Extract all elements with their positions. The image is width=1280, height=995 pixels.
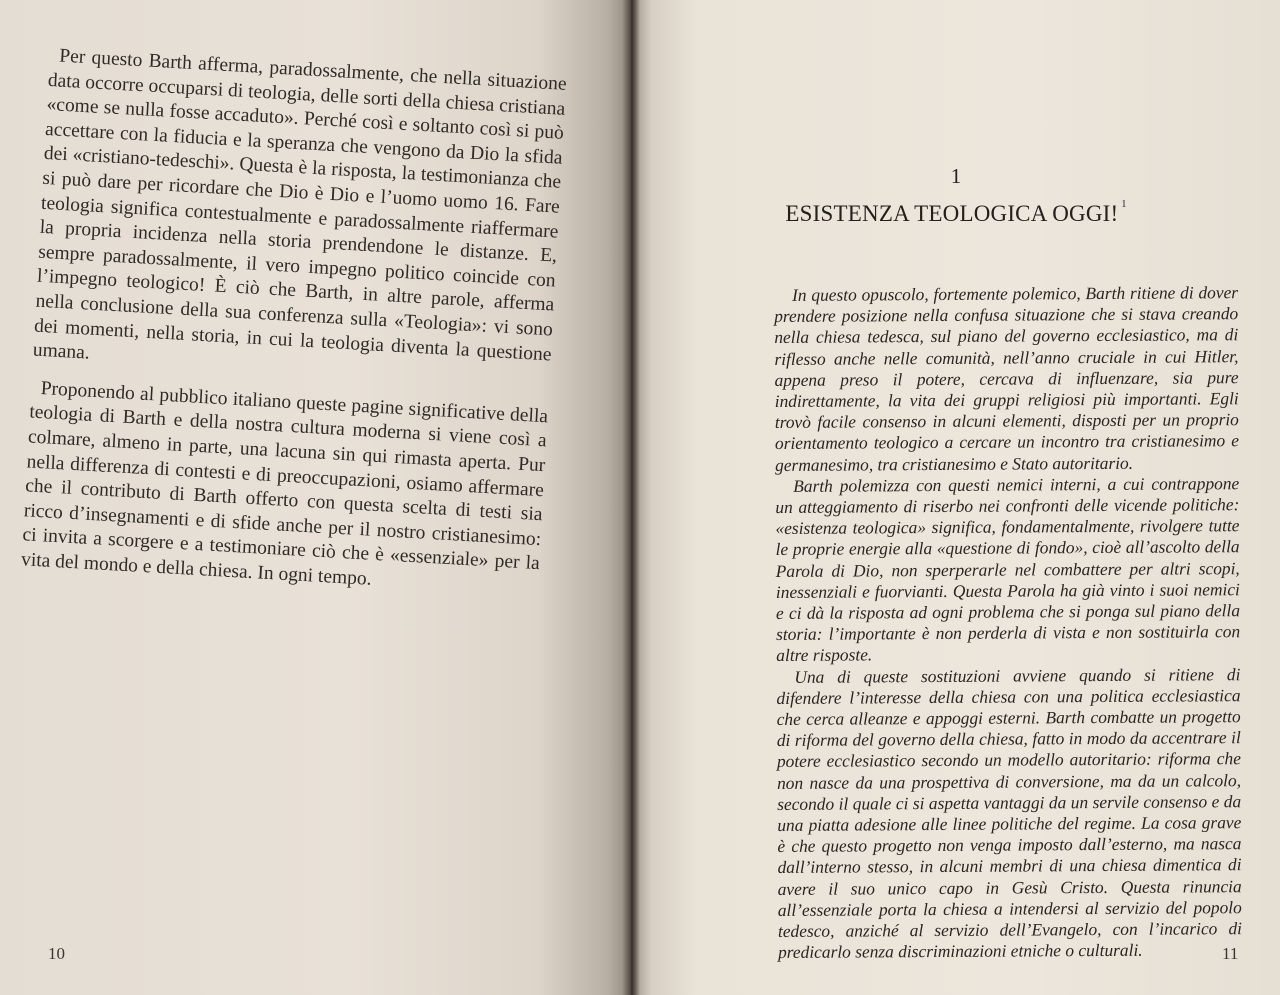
- left-page: [0, 0, 632, 995]
- left-paragraph: Per questo Barth afferma, paradossalmente, che nella situazione data occorre occuparsi di teologia, delle sorti della chiesa cristiana «come se nulla fosse accaduto». Perché così e soltanto così si può accettare con la fiducia e la speranza che vengono da Dio la sfida dei «cristiano-tedeschi». Questa è la risposta, la testimonianza che si può dare per ricordare che Dio è Dio e l’uomo uomo 16. Fare teologia significa contestualmente e paradossalmente riaffermare la propria incidenza nella storia prendendone le distanze. E, sempre paradossalmente, il vero impegno politico coincide con l’impegno teologico! È ciò che Barth, in altre parole, afferma nella conclusione della sua conferenza sulla «Teologia»: vi sono dei momenti, nella storia, in cui la teologia diventa la questione umana.: [32, 45, 568, 365]
- left-paragraph: Proponendo al pubblico italiano queste pagine significative della teologia di Barth e della nostra cultura moderna si viene così a colmare, almeno in parte, una lacuna sin qui rimasta aperta. Pur nella differenza di contesti e di preoccupazioni, osiamo affermare che il contributo di Barth offerto con questa scelta di testi sia ricco d’insegnamenti e di sfide anche per il nostro cristianesimo: ci invita a scorgere e a testimoniare ciò che è «essenziale» per la vita del mondo e della chiesa. In ogni tempo.: [20, 377, 549, 590]
- chapter-title-footnote: 1: [1121, 199, 1127, 210]
- chapter-number: 1: [950, 164, 962, 188]
- page-number-right: 11: [1222, 944, 1239, 963]
- right-paragraph: Una di queste sostituzioni avviene quando si ritiene di difendere l’interesse della chiesa con una politica ecclesiastica che cerca alleanze e appoggi esterni. Barth combatte un progetto di riforma del governo della chiesa, fatto in modo da accentrare il potere ecclesiastico secondo un modello autoritario: riforma che non nasce da una prospettiva di conversione, ma da un calcolo, secondo il quale ci si aspetta vantaggi da un servile consenso e da una piatta adesione alle linee politiche del regime. La cosa grave è che questo progetto non venga imposto dall’esterno, ma nasca dall’interno stesso, in alcuni membri di una chiesa dimentica di avere il suo unico capo in Gesù Cristo. Questa rinuncia all’essenziale porta la chiesa a intendersi al servizio del popolo tedesco, anziché al servizio dell’Evangelo, con l’incarico di predicarlo senza discriminazioni etniche o culturali.: [776, 663, 1242, 963]
- right-page-body: [774, 282, 1242, 963]
- left-page-body: [20, 44, 567, 602]
- chapter-title-text: ESISTENZA TEOLOGICA OGGI!: [785, 201, 1119, 226]
- book-gutter: [622, 0, 640, 995]
- chapter-title: [632, 201, 1280, 227]
- right-paragraph: In questo opuscolo, fortemente polemico, Barth ritiene di dover prendere posizione nella confusa situazione che si stava creando nella chiesa tedesca, sul piano del governo ecclesiastico, ma di riflesso anche nelle comunità, nell’anno cruciale in cui Hitler, appena preso il potere, cercava di influenzare, sia pure indirettamente, la vita dei gruppi religiosi più importanti. Egli trovò facile consenso in alcuni elementi, disposti per un proprio orientamento teologico a cercare un incontro tra cristianesimo e germanesimo, tra cristianesimo e Stato autoritario.: [774, 282, 1240, 475]
- right-paragraph: Barth polemizza con questi nemici interni, a cui contrappone un atteggiamento di riserbo nei confronti delle vicende politiche: «esistenza teologica» significa, fondamentalmente, rivolgere tutte le proprie energie alla «questione di fondo», cioè all’ascolto della Parola di Dio, non sperperarle nel combattere per altri scopi, inessenziali e fuorvianti. Questa Parola ha già vinto i suoi nemici e ci dà la risposta ad ogni problema che si ponga sul piano della storia: l’importante è non perderla di vista e non sostituirla con altre risposte.: [775, 472, 1241, 666]
- page-number-left: 10: [48, 944, 65, 963]
